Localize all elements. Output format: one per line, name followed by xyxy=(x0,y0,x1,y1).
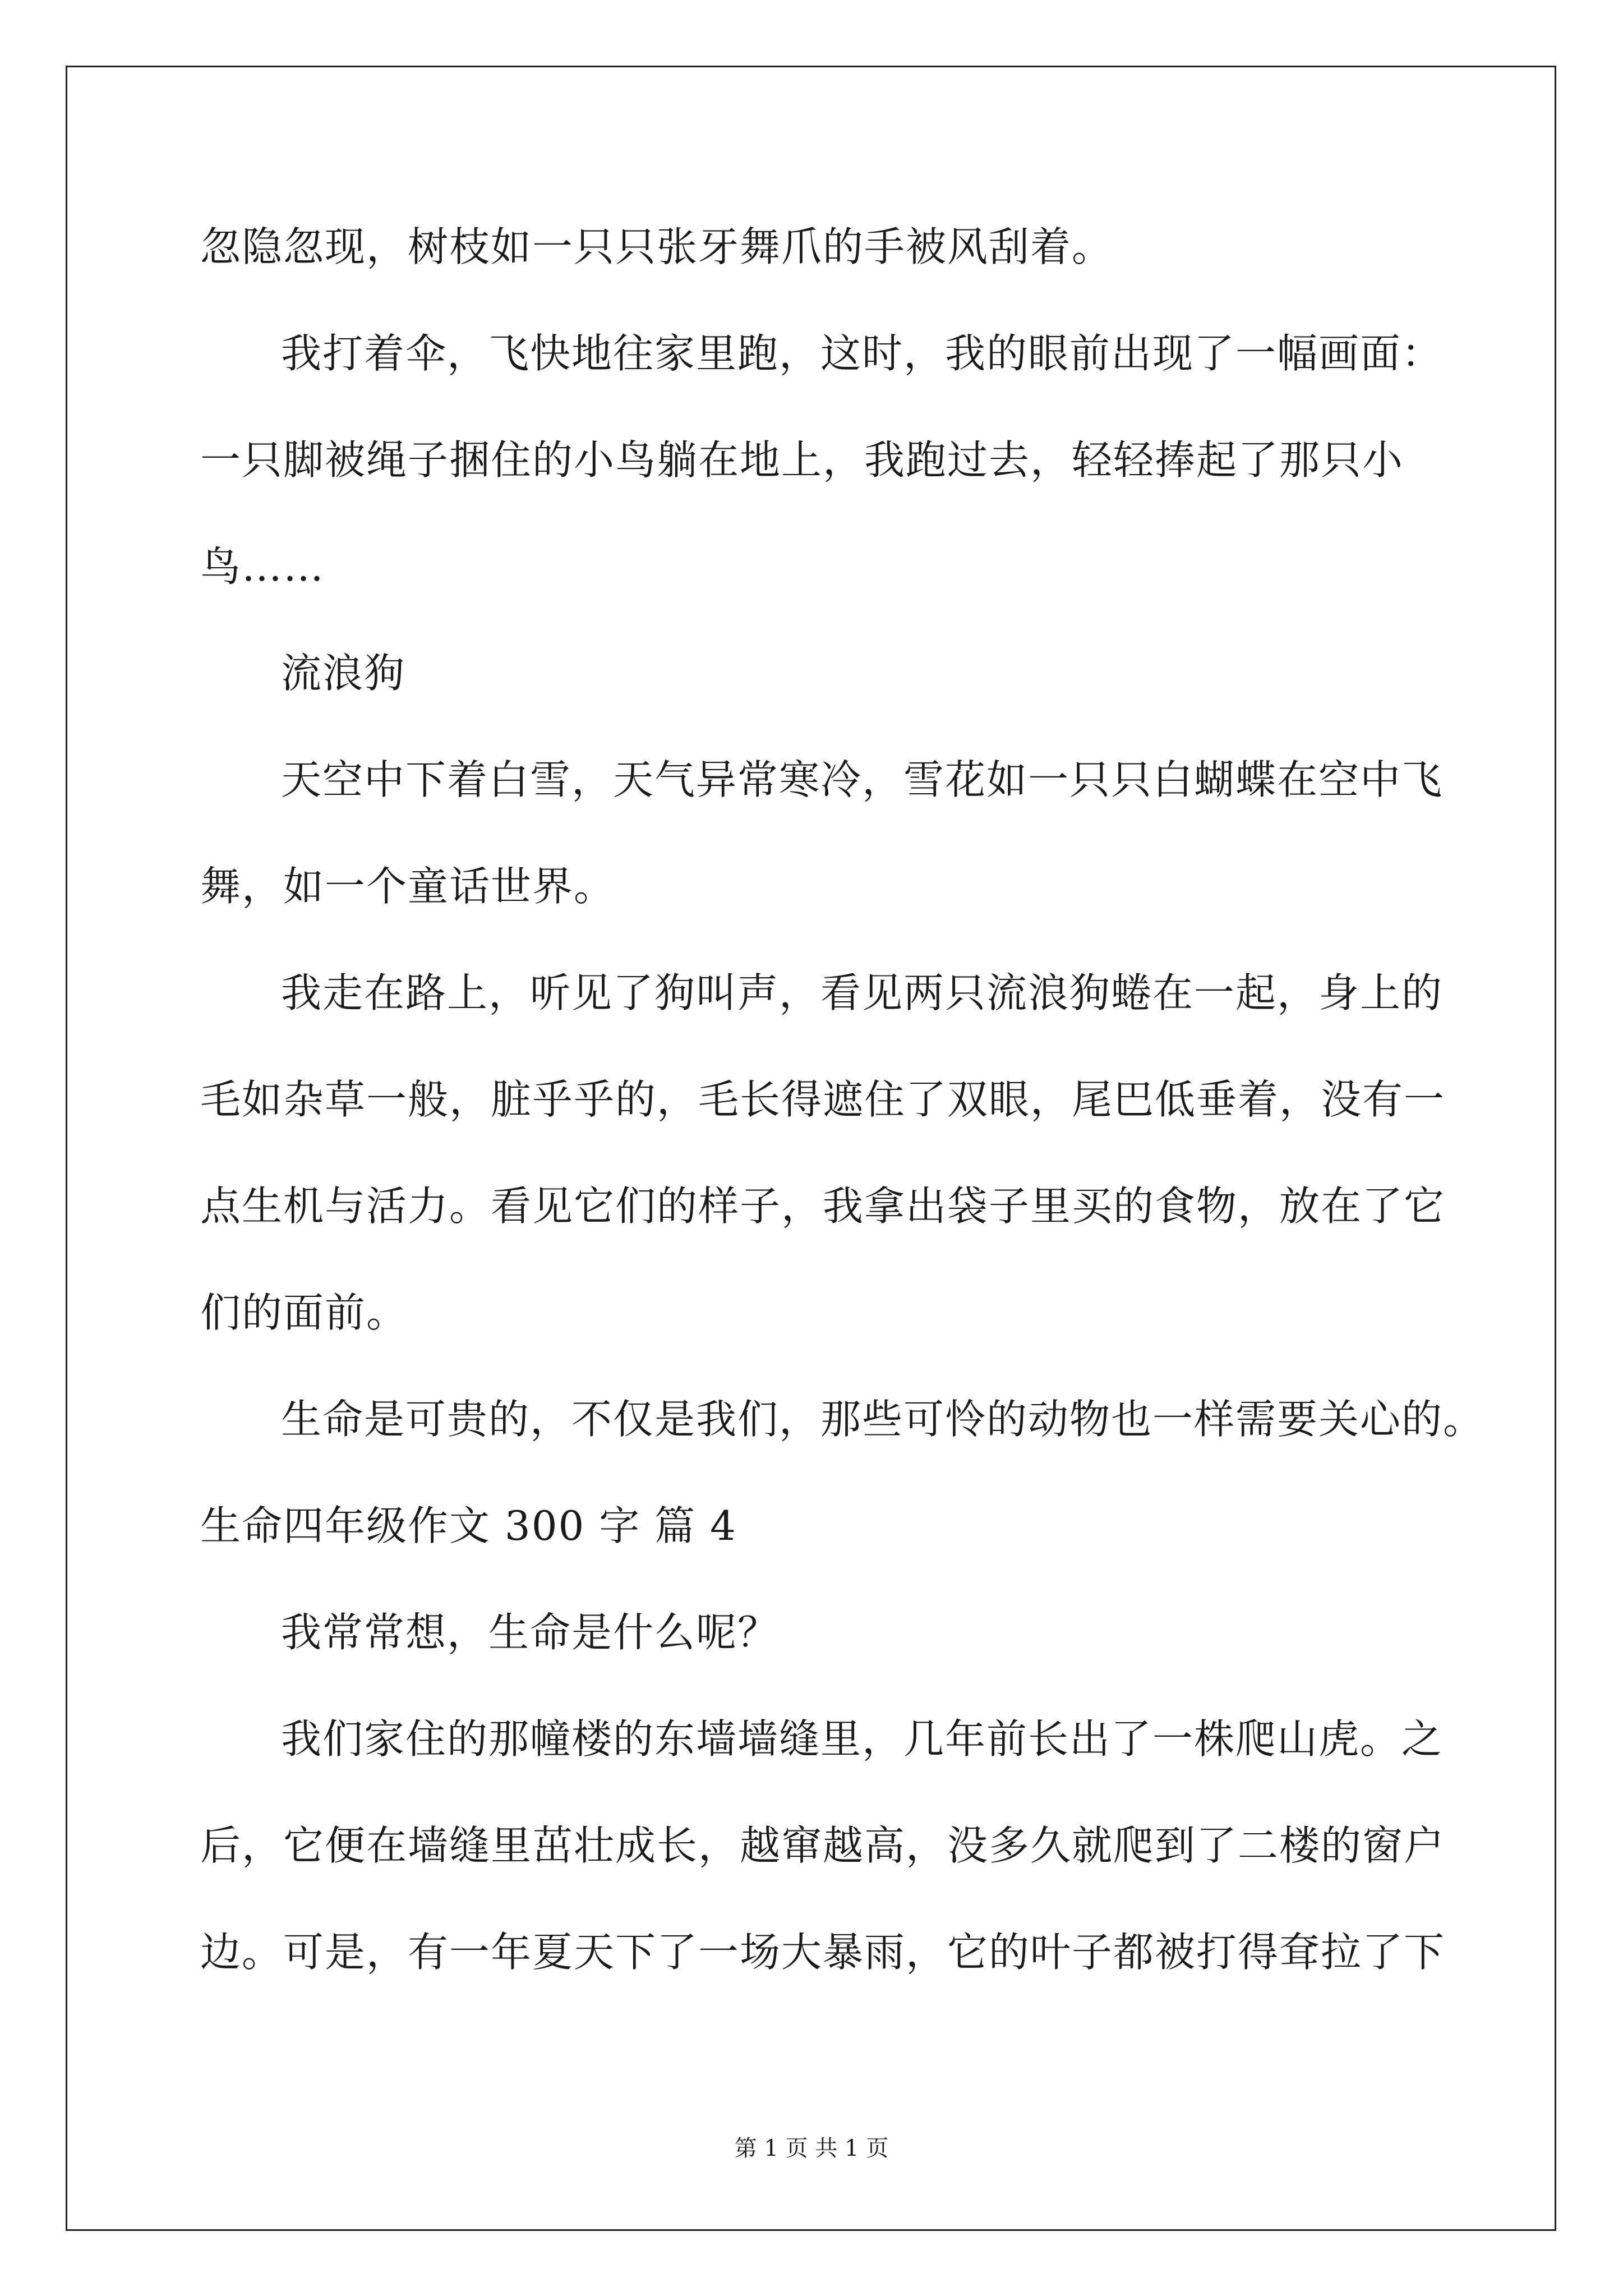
text-line: 我走在路上，听见了狗叫声，看见两只流浪狗蜷在一起，身上的 xyxy=(281,969,1444,1016)
text-line: 我们家住的那幢楼的东墙墙缝里，几年前长出了一株爬山虎。之 xyxy=(281,1715,1444,1763)
text-line: 忽隐忽现，树枝如一只只张牙舞爪的手被风刮着。 xyxy=(200,223,1114,270)
section-heading: 流浪狗 xyxy=(281,650,406,697)
page-footer: 第 1 页 共 1 页 xyxy=(734,2136,889,2161)
text-line: 鸟…… xyxy=(200,543,325,590)
text-line: 们的面前。 xyxy=(200,1289,408,1336)
text-line: 后，它便在墙缝里茁壮成长，越窜越高，没多久就爬到了二楼的窗户 xyxy=(200,1822,1446,1869)
text-line: 点生机与活力。看见它们的样子，我拿出袋子里买的食物，放在了它 xyxy=(200,1182,1446,1230)
text-line: 生命是可贵的，不仅是我们，那些可怜的动物也一样需要关心的。 xyxy=(281,1396,1485,1443)
page-border xyxy=(66,66,1556,2231)
text-line: 一只脚被绳子捆住的小鸟躺在地上，我跑过去，轻轻捧起了那只小 xyxy=(200,436,1404,484)
text-line: 我常常想，生命是什么呢？ xyxy=(281,1609,780,1656)
text-line: 我打着伞，飞快地往家里跑，这时，我的眼前出现了一幅画面： xyxy=(281,330,1444,377)
text-line: 毛如杂草一般，脏乎乎的，毛长得遮住了双眼，尾巴低垂着，没有一 xyxy=(200,1076,1446,1123)
text-line: 天空中下着白雪，天气异常寒冷，雪花如一只只白蝴蝶在空中飞 xyxy=(281,756,1444,803)
article-title: 生命四年级作文 300 字 篇 4 xyxy=(200,1502,737,1549)
text-line: 舞，如一个童话世界。 xyxy=(200,863,616,910)
text-line: 边。可是，有一年夏天下了一场大暴雨，它的叶子都被打得耷拉了下 xyxy=(200,1929,1446,1976)
